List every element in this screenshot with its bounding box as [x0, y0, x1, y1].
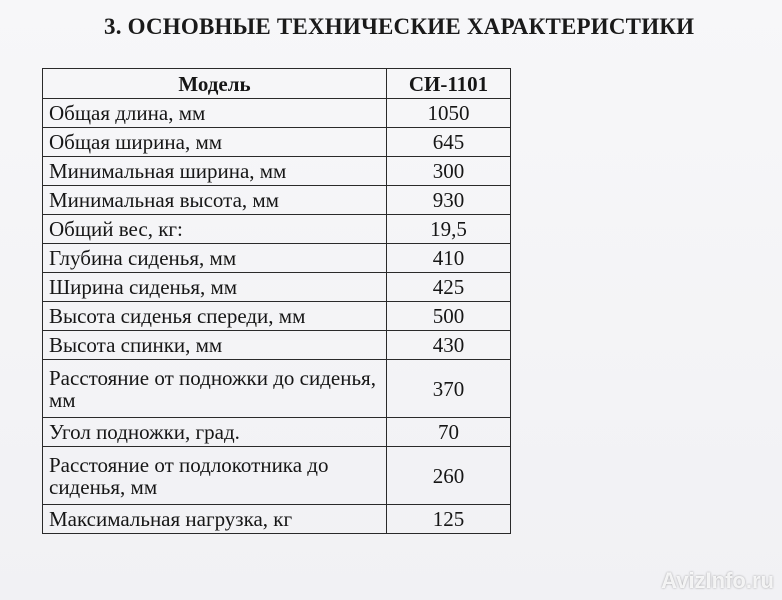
row-label: Общий вес, кг: — [43, 215, 387, 244]
row-value: 430 — [387, 331, 511, 360]
table-row — [43, 244, 511, 273]
row-label: Высота сиденья спереди, мм — [43, 302, 387, 331]
spec-table — [42, 68, 511, 534]
row-value: 300 — [387, 157, 511, 186]
row-value: 370 — [387, 360, 511, 418]
table-row — [43, 447, 511, 505]
row-label: Глубина сиденья, мм — [43, 244, 387, 273]
table-row — [43, 273, 511, 302]
row-value: 260 — [387, 447, 511, 505]
table-header-row — [43, 69, 511, 99]
row-label: Ширина сиденья, мм — [43, 273, 387, 302]
table-row — [43, 99, 511, 128]
page-title: 3. ОСНОВНЫЕ ТЕХНИЧЕСКИЕ ХАРАКТЕРИСТИКИ — [104, 14, 695, 39]
column-header-model: Модель — [43, 69, 387, 99]
row-label: Минимальная ширина, мм — [43, 157, 387, 186]
row-value: 645 — [387, 128, 511, 157]
row-label: Общая длина, мм — [43, 99, 387, 128]
table-row — [43, 128, 511, 157]
row-label: Высота спинки, мм — [43, 331, 387, 360]
row-label: Расстояние от подножки до сиденья, мм — [43, 360, 387, 418]
table-row — [43, 418, 511, 447]
row-value: 500 — [387, 302, 511, 331]
row-value: 125 — [387, 505, 511, 534]
row-value: 19,5 — [387, 215, 511, 244]
table-row — [43, 331, 511, 360]
row-value: 425 — [387, 273, 511, 302]
row-value: 1050 — [387, 99, 511, 128]
row-value: 930 — [387, 186, 511, 215]
column-header-model-code: СИ-1101 — [387, 69, 511, 99]
table-row — [43, 360, 511, 418]
table-row — [43, 186, 511, 215]
row-value: 70 — [387, 418, 511, 447]
row-value: 410 — [387, 244, 511, 273]
table-row — [43, 157, 511, 186]
row-label: Расстояние от подлокотника до сиденья, мм — [43, 447, 387, 505]
watermark-logo: AvizInfo.ru — [661, 568, 774, 593]
table-row — [43, 302, 511, 331]
row-label: Угол подножки, град. — [43, 418, 387, 447]
row-label: Общая ширина, мм — [43, 128, 387, 157]
table-row — [43, 215, 511, 244]
row-label: Максимальная нагрузка, кг — [43, 505, 387, 534]
row-label: Минимальная высота, мм — [43, 186, 387, 215]
table-row — [43, 505, 511, 534]
